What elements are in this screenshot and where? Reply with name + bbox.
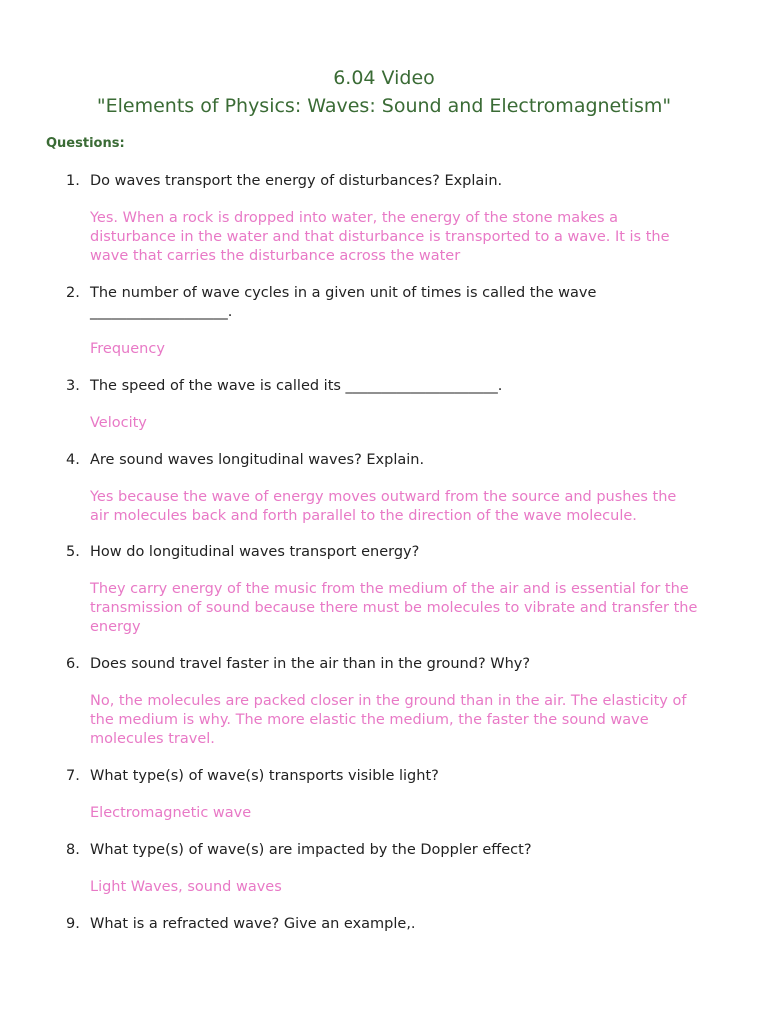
question-number: 5. bbox=[66, 544, 80, 560]
question-number: 8. bbox=[66, 842, 80, 858]
page-title: 6.04 Video bbox=[333, 67, 435, 89]
answer-text: No, the molecules are packed closer in the ground than in the air. The elasticity of the medium is why. The more elastic the medium, the faster the sound wave molecules travel. bbox=[90, 693, 687, 747]
answer-text: Light Waves, sound waves bbox=[90, 879, 282, 895]
question-text: What is a refracted wave? Give an example,. bbox=[90, 916, 416, 932]
answer-text: Frequency bbox=[90, 341, 165, 357]
title-block bbox=[0, 64, 768, 120]
questions-heading: Questions: bbox=[46, 136, 125, 151]
answer-text: Yes because the wave of energy moves outward from the source and pushes the air molecules back and forth parallel to the direction of the wave molecule. bbox=[90, 489, 677, 524]
question-text: What type(s) of wave(s) transports visible light? bbox=[90, 768, 439, 784]
question-number: 4. bbox=[66, 452, 80, 468]
answer-text: Velocity bbox=[90, 415, 147, 431]
question-text: Do waves transport the energy of disturbances? Explain. bbox=[90, 173, 503, 189]
answer-text: Yes. When a rock is dropped into water, the energy of the stone makes a disturbance in the water and that disturbance is transported to a wave. It is the wave that carries the disturbance across the water bbox=[90, 210, 670, 264]
question-number: 3. bbox=[66, 378, 80, 394]
question-text: What type(s) of wave(s) are impacted by the Doppler effect? bbox=[90, 842, 532, 858]
question-number: 1. bbox=[66, 173, 80, 189]
answer-text: Electromagnetic wave bbox=[90, 805, 252, 821]
question-text: Does sound travel faster in the air than in the ground? Why? bbox=[90, 656, 531, 672]
answer-text: They carry energy of the music from the medium of the air and is essential for the transmission of sound because there must be molecules to vibrate and transfer the energy bbox=[90, 581, 698, 635]
question-text: How do longitudinal waves transport energy? bbox=[90, 544, 420, 560]
question-text: Are sound waves longitudinal waves? Explain. bbox=[90, 452, 425, 468]
question-number: 6. bbox=[66, 656, 80, 672]
question-text: The number of wave cycles in a given unit of times is called the wave ___________________. bbox=[90, 285, 597, 320]
question-number: 7. bbox=[66, 768, 80, 784]
question-number: 2. bbox=[66, 285, 80, 301]
page-subtitle: "Elements of Physics: Waves: Sound and Electromagnetism" bbox=[96, 95, 672, 117]
question-number: 9. bbox=[66, 916, 80, 932]
question-text: The speed of the wave is called its _____________________. bbox=[90, 378, 503, 394]
